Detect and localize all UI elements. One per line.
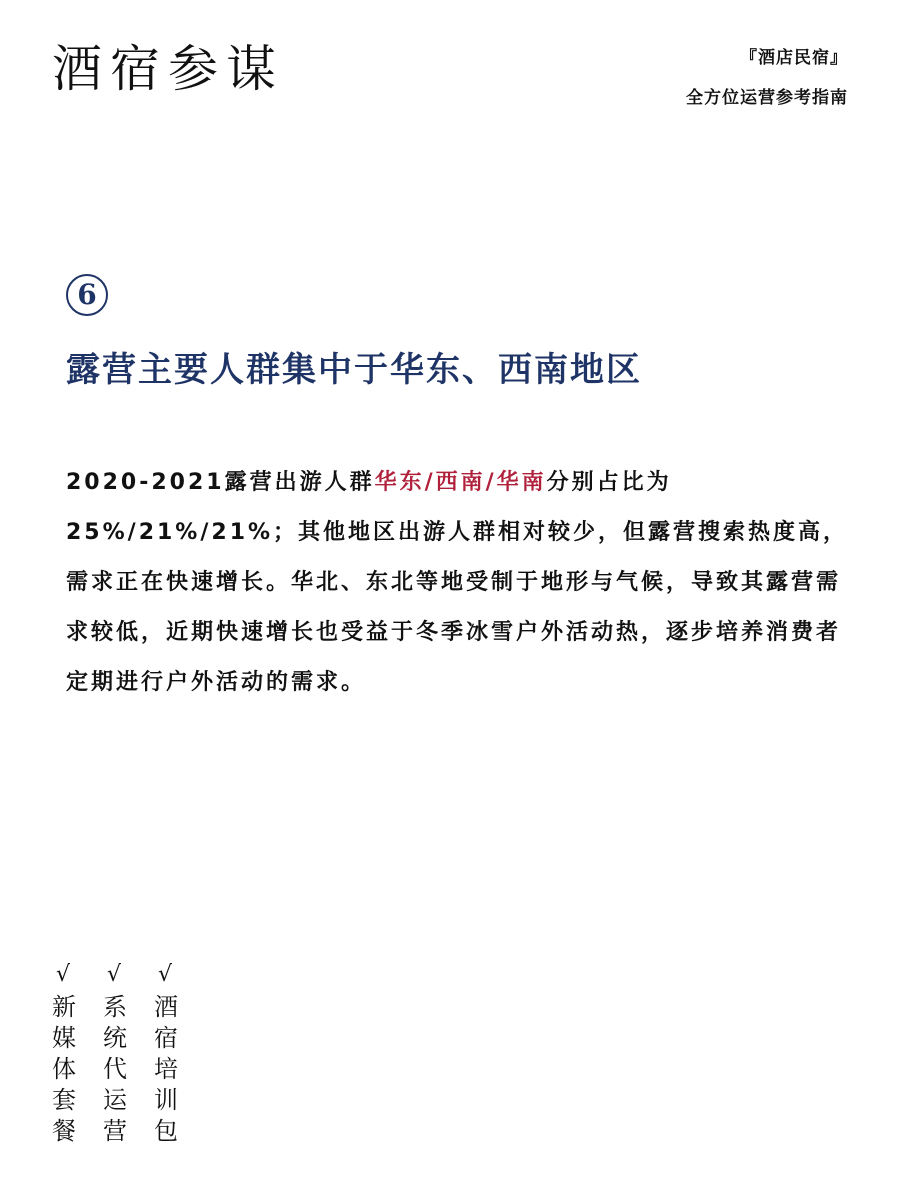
header-subtitle: 全方位运营参考指南 (686, 88, 848, 108)
checkmark-icon: √ (158, 962, 173, 987)
service-column (103, 958, 154, 1147)
service-list (52, 958, 205, 1147)
service-char: 餐 (52, 1117, 76, 1145)
service-char: 营 (103, 1117, 127, 1145)
service-column (154, 958, 205, 1147)
section-number-badge (66, 274, 108, 316)
section-heading: 露营主要人群集中于华东、西南地区 (66, 350, 642, 390)
service-char: 新 (52, 993, 76, 1021)
brand-title: 酒宿参谋 (52, 40, 284, 98)
service-column (52, 958, 103, 1147)
service-char: 统 (103, 1024, 127, 1052)
service-char: 体 (52, 1055, 76, 1083)
service-char: 宿 (154, 1024, 178, 1052)
body-text-part2: 分别占比为25%/21%/21%；其他地区出游人群相对较少，但露营搜索热度高，需求正在快速增长。华北、东北等地受制于地形与气候，导致其露营需求较低，近期快速增长也受益于冬季冰雪户外活动热，逐步培养消费者定期进行户外活动的需求。 (66, 470, 849, 695)
checkmark-icon: √ (107, 962, 122, 987)
service-char: 代 (103, 1055, 127, 1083)
category-tag: 『酒店民宿』 (740, 48, 848, 68)
service-char: 系 (103, 993, 127, 1021)
service-char: 套 (52, 1086, 76, 1114)
service-char: 训 (154, 1086, 178, 1114)
body-highlight: 华东/西南/华南 (374, 470, 547, 495)
service-char: 媒 (52, 1024, 76, 1052)
service-char: 培 (154, 1055, 178, 1083)
checkmark-icon: √ (56, 962, 71, 987)
section-number: 6 (77, 278, 97, 311)
service-char: 运 (103, 1086, 127, 1114)
service-char: 酒 (154, 993, 178, 1021)
body-paragraph (66, 458, 851, 708)
service-char: 包 (154, 1117, 178, 1145)
body-text-part1: 2020-2021露营出游人群 (66, 470, 375, 495)
